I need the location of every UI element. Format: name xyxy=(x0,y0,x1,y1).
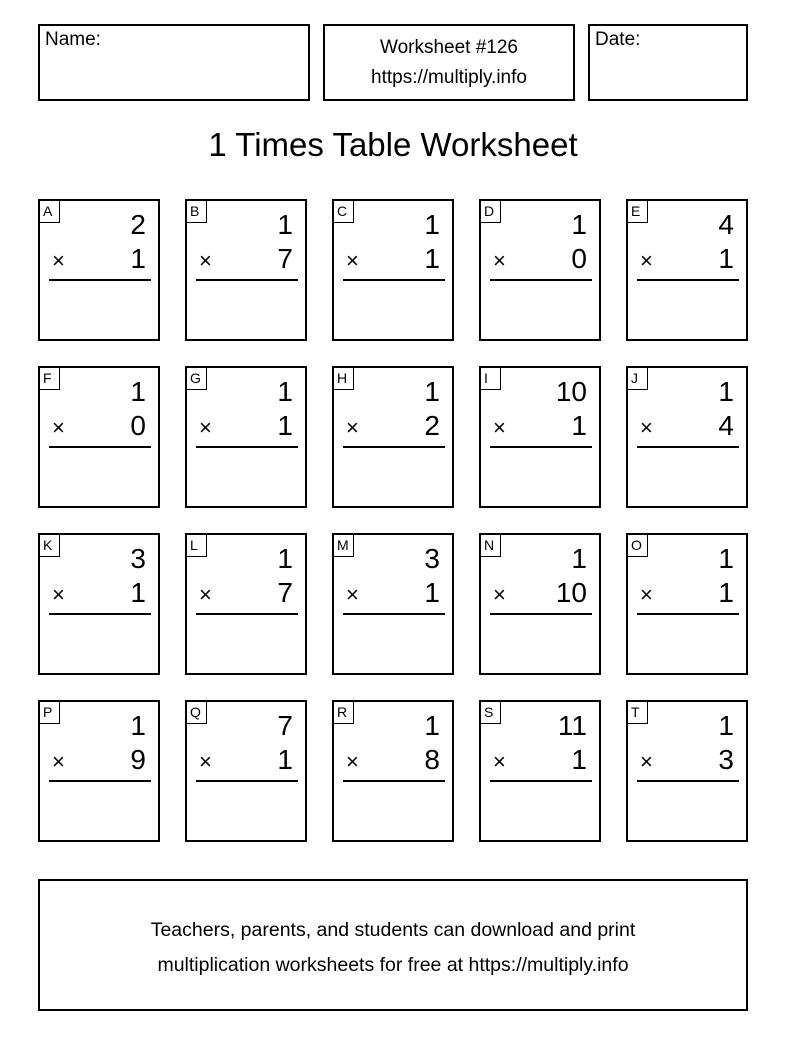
answer-line xyxy=(196,780,298,782)
worksheet-id-box xyxy=(323,24,575,101)
times-symbol: × xyxy=(493,582,506,607)
multiplier: 1 xyxy=(718,243,734,274)
answer-line xyxy=(49,780,151,782)
multiplicand: 1 xyxy=(718,543,734,574)
problem-letter: G xyxy=(187,368,207,390)
times-symbol: × xyxy=(640,415,653,440)
problem-card xyxy=(332,533,454,675)
multiplier: 8 xyxy=(424,744,440,775)
times-symbol: × xyxy=(52,749,65,774)
multiplicand: 1 xyxy=(571,209,587,240)
times-symbol: × xyxy=(640,749,653,774)
multiplier: 0 xyxy=(571,243,587,274)
multiplier: 1 xyxy=(571,410,587,441)
multiplicand: 1 xyxy=(277,543,293,574)
multiplicand: 1 xyxy=(424,376,440,407)
answer-line xyxy=(637,780,739,782)
multiplier: 0 xyxy=(130,410,146,441)
times-symbol: × xyxy=(52,582,65,607)
times-symbol: × xyxy=(493,248,506,273)
answer-line xyxy=(343,279,445,281)
multiplier: 2 xyxy=(424,410,440,441)
problem-letter: M xyxy=(334,535,354,557)
times-symbol: × xyxy=(199,248,212,273)
problem-letter: T xyxy=(628,702,648,724)
multiplier: 1 xyxy=(130,577,146,608)
problem-card xyxy=(626,533,748,675)
problem-letter: F xyxy=(40,368,60,390)
answer-line xyxy=(343,613,445,615)
times-symbol: × xyxy=(640,248,653,273)
answer-line xyxy=(637,279,739,281)
answer-line xyxy=(637,613,739,615)
problem-letter: O xyxy=(628,535,648,557)
multiplicand: 1 xyxy=(277,209,293,240)
footer-line-2: multiplication worksheets for free at https://multiply.info xyxy=(157,954,629,976)
multiplicand: 11 xyxy=(557,710,587,741)
answer-line xyxy=(49,446,151,448)
problem-letter: L xyxy=(187,535,207,557)
problem-card xyxy=(479,700,601,842)
multiplier: 1 xyxy=(571,744,587,775)
problem-letter: B xyxy=(187,201,207,223)
name-label: Name: xyxy=(45,29,101,50)
problem-card xyxy=(38,700,160,842)
multiplicand: 2 xyxy=(130,209,146,240)
multiplier: 1 xyxy=(718,577,734,608)
problem-card xyxy=(332,199,454,341)
problem-card xyxy=(626,199,748,341)
answer-line xyxy=(490,446,592,448)
multiplier: 3 xyxy=(718,744,734,775)
date-box xyxy=(588,24,748,101)
multiplier: 1 xyxy=(424,243,440,274)
answer-line xyxy=(196,279,298,281)
problem-letter: Q xyxy=(187,702,207,724)
times-symbol: × xyxy=(199,749,212,774)
multiplicand: 1 xyxy=(277,376,293,407)
multiplicand: 7 xyxy=(277,710,293,741)
times-symbol: × xyxy=(493,749,506,774)
times-symbol: × xyxy=(346,749,359,774)
times-symbol: × xyxy=(640,582,653,607)
problem-letter: H xyxy=(334,368,354,390)
answer-line xyxy=(196,613,298,615)
footer-box xyxy=(38,879,748,1011)
multiplicand: 3 xyxy=(130,543,146,574)
problem-card xyxy=(38,366,160,508)
problem-grid xyxy=(38,199,748,842)
multiplier: 1 xyxy=(424,577,440,608)
multiplicand: 1 xyxy=(571,543,587,574)
multiplicand: 1 xyxy=(718,710,734,741)
multiplicand: 1 xyxy=(424,209,440,240)
problem-card xyxy=(479,533,601,675)
problem-card xyxy=(332,366,454,508)
multiplier: 7 xyxy=(277,577,293,608)
page-title: 1 Times Table Worksheet xyxy=(208,126,578,163)
problem-card xyxy=(185,366,307,508)
problem-letter: P xyxy=(40,702,60,724)
problem-card xyxy=(185,700,307,842)
multiplicand: 1 xyxy=(718,376,734,407)
problem-letter: N xyxy=(481,535,501,557)
multiplicand: 3 xyxy=(424,543,440,574)
problem-card xyxy=(38,199,160,341)
multiplier: 1 xyxy=(277,744,293,775)
times-symbol: × xyxy=(493,415,506,440)
worksheet-url: https://multiply.info xyxy=(371,67,527,88)
problem-card xyxy=(479,199,601,341)
times-symbol: × xyxy=(346,415,359,440)
multiplier: 9 xyxy=(130,744,146,775)
multiplier: 1 xyxy=(277,410,293,441)
multiplier: 10 xyxy=(555,577,587,608)
answer-line xyxy=(49,613,151,615)
answer-line xyxy=(490,279,592,281)
answer-line xyxy=(343,780,445,782)
problem-card xyxy=(185,199,307,341)
answer-line xyxy=(196,446,298,448)
problem-card xyxy=(626,700,748,842)
answer-line xyxy=(343,446,445,448)
multiplicand: 10 xyxy=(555,376,587,407)
multiplicand: 1 xyxy=(424,710,440,741)
times-symbol: × xyxy=(52,248,65,273)
multiplier: 7 xyxy=(277,243,293,274)
date-label: Date: xyxy=(595,29,641,50)
multiplicand: 1 xyxy=(130,710,146,741)
problem-letter: R xyxy=(334,702,354,724)
times-symbol: × xyxy=(199,415,212,440)
times-symbol: × xyxy=(346,248,359,273)
problem-card xyxy=(626,366,748,508)
answer-line xyxy=(637,446,739,448)
problem-letter: D xyxy=(481,201,501,223)
problem-letter: E xyxy=(628,201,648,223)
problem-letter: A xyxy=(40,201,60,223)
name-box xyxy=(38,24,310,101)
times-symbol: × xyxy=(346,582,359,607)
times-symbol: × xyxy=(199,582,212,607)
problem-letter: J xyxy=(628,368,648,390)
problem-card xyxy=(38,533,160,675)
multiplier: 1 xyxy=(130,243,146,274)
multiplicand: 1 xyxy=(130,376,146,407)
worksheet-number: Worksheet #126 xyxy=(379,37,518,58)
problem-letter: I xyxy=(481,368,501,390)
problem-letter: K xyxy=(40,535,60,557)
answer-line xyxy=(49,279,151,281)
footer-line-1: Teachers, parents, and students can download and print xyxy=(150,919,636,941)
multiplicand: 4 xyxy=(718,209,734,240)
problem-card xyxy=(332,700,454,842)
times-symbol: × xyxy=(52,415,65,440)
multiplier: 4 xyxy=(718,410,734,441)
answer-line xyxy=(490,613,592,615)
problem-card xyxy=(185,533,307,675)
problem-letter: C xyxy=(334,201,354,223)
problem-card xyxy=(479,366,601,508)
answer-line xyxy=(490,780,592,782)
problem-letter: S xyxy=(481,702,501,724)
